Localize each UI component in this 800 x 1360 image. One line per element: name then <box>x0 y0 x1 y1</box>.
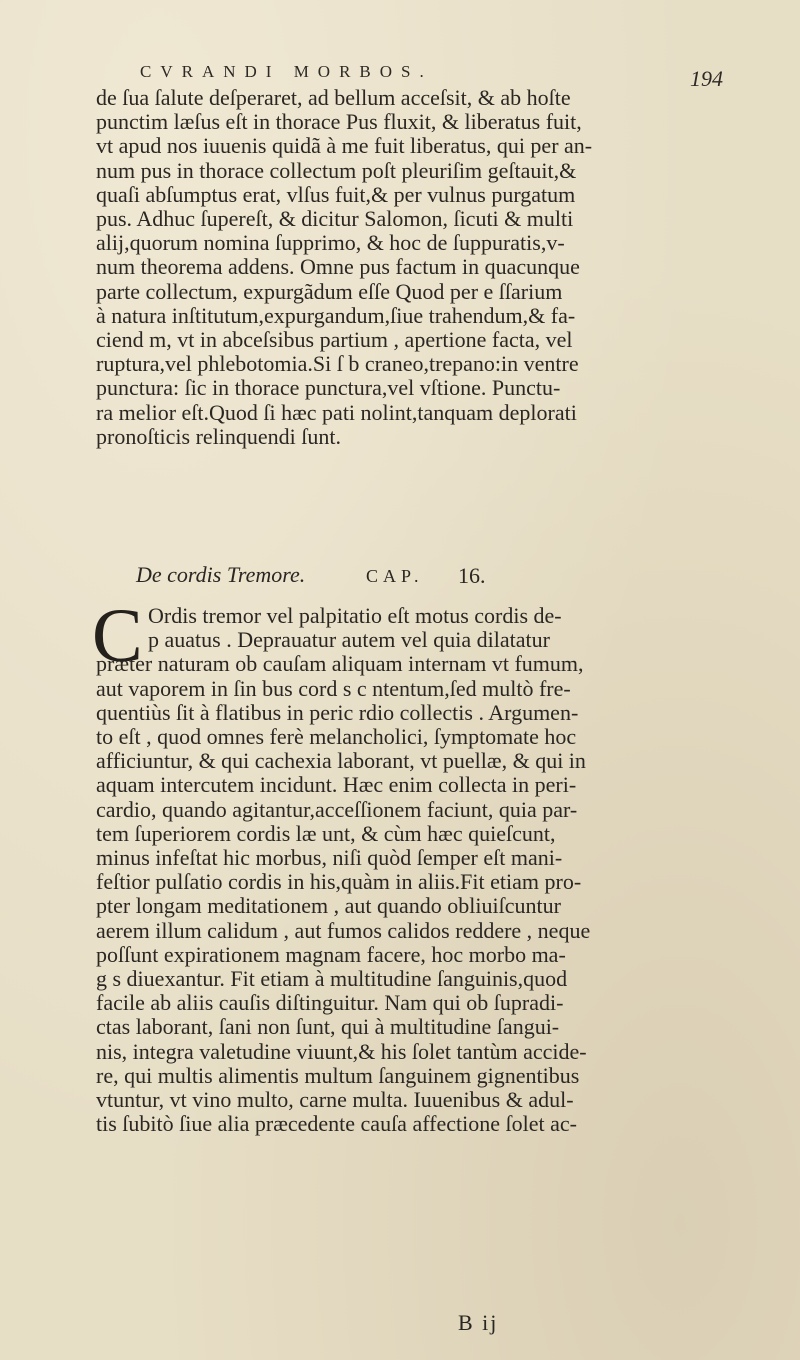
chapter-number: 16. <box>458 563 486 588</box>
paragraph-1 <box>96 86 736 449</box>
text-line: ra melior eſt.Quod ſi hæc pati nolint,tanquam deplorati <box>96 400 577 425</box>
text-line: aut vaporem in ſin bus cord s c ntentum,ſed multò fre- <box>96 676 571 701</box>
chapter-title: De cordis Tremore. <box>136 562 306 587</box>
signature-mark: B ij <box>458 1310 499 1335</box>
text-line: præter naturam ob cauſam aliquam internam vt fumum, <box>96 652 584 677</box>
text-line: minus infeſtat hic morbus, niſi quòd ſemper eſt mani- <box>96 846 563 871</box>
text-line: alij,quorum nomina ſupprimo, & hoc de ſuppuratis,v- <box>96 231 565 256</box>
text-line: tem ſuperiorem cordis læ unt, & cùm hæc quieſcunt, <box>96 821 556 846</box>
page-number: 194 <box>690 66 723 91</box>
chapter-label: CAP. <box>366 566 424 586</box>
text-line: vtuntur, vt vino multo, carne multa. Iuuenibus & adul- <box>96 1088 574 1113</box>
text-line: p auatus . Deprauatur autem vel quia dilatatur <box>148 628 550 653</box>
text-line: nis, integra valetudine viuunt,& his ſolet tantùm accide- <box>96 1039 587 1064</box>
text-line: aerem illum calidum , aut fumos calidos reddere , neque <box>96 918 591 943</box>
text-line: quentiùs ſit à flatibus in peric rdio collectis . Argumen- <box>96 700 579 725</box>
paragraph-2 <box>96 604 736 1136</box>
text-line: à natura inſtitutum,expurgandum,ſiue trahendum,& fa- <box>96 303 576 328</box>
text-line: facile ab aliis cauſis diſtinguitur. Nam qui ob ſupradi- <box>96 991 564 1016</box>
text-line: num theorema addens. Omne pus factum in quacunque <box>96 255 580 280</box>
text-line: poſſunt expirationem magnam facere, hoc morbo ma- <box>96 942 566 967</box>
text-line: punctim læſus eſt in thorace Pus fluxit, & liberatus fuit, <box>96 110 582 135</box>
text-line: num pus in thorace collectum poſt pleuriſim geſtauit,& <box>96 158 577 183</box>
text-line: cardio, quando agitantur,acceſſionem faciunt, quia par- <box>96 797 578 822</box>
text-line: pus. Adhuc ſupereſt, & dicitur Salomon, ſicuti & multi <box>96 207 574 232</box>
text-line: afficiuntur, & qui cachexia laborant, vt puellæ, & qui in <box>96 749 586 774</box>
text-line: pronoſticis relinquendi ſunt. <box>96 424 342 449</box>
chapter-heading <box>136 562 736 588</box>
text-line: pter longam meditationem , aut quando obliuiſcuntur <box>96 894 561 919</box>
text-line: ruptura,vel phlebotomia.Si ſ b craneo,trepano:in ventre <box>96 352 579 377</box>
text-line: feſtior pulſatio cordis in his,quàm in aliis.Fit etiam pro- <box>96 870 582 895</box>
drop-cap-initial: C <box>92 594 143 678</box>
text-line: aquam intercutem incidunt. Hæc enim collecta in peri- <box>96 773 577 798</box>
text-line: tis ſubitò ſiue alia præcedente cauſa affectione ſolet ac- <box>96 1112 577 1137</box>
text-line: Ordis tremor vel palpitatio eſt motus cordis de- <box>148 604 562 628</box>
text-line: vt apud nos iuuenis quidã à me fuit liberatus, qui per an- <box>96 134 593 159</box>
text-line: ctas laborant, ſani non ſunt, qui à multitudine ſangui- <box>96 1015 560 1040</box>
text-line: to eſt , quod omnes ferè melancholici, ſymptomate hoc <box>96 725 577 750</box>
text-line: parte collectum, expurgãdum eſſe Quod per e ſſarium <box>96 279 563 304</box>
running-title: CVRANDI MORBOS. <box>140 62 433 81</box>
text-line: quaſi abſumptus erat, vlſus fuit,& per vulnus purgatum <box>96 182 576 207</box>
text-line: re, qui multis alimentis multum ſanguinem gignentibus <box>96 1063 580 1088</box>
text-line: punctura: ſic in thorace punctura,vel vſtione. Punctu- <box>96 376 561 401</box>
text-line: g s diuexantur. Fit etiam à multitudine ſanguinis,quod <box>96 967 568 992</box>
text-line: de ſua ſalute deſperaret, ad bellum acceſsit, & ab hoſte <box>96 86 571 110</box>
text-line: ciend m, vt in abceſsibus partium , apertione facta, vel <box>96 328 573 353</box>
